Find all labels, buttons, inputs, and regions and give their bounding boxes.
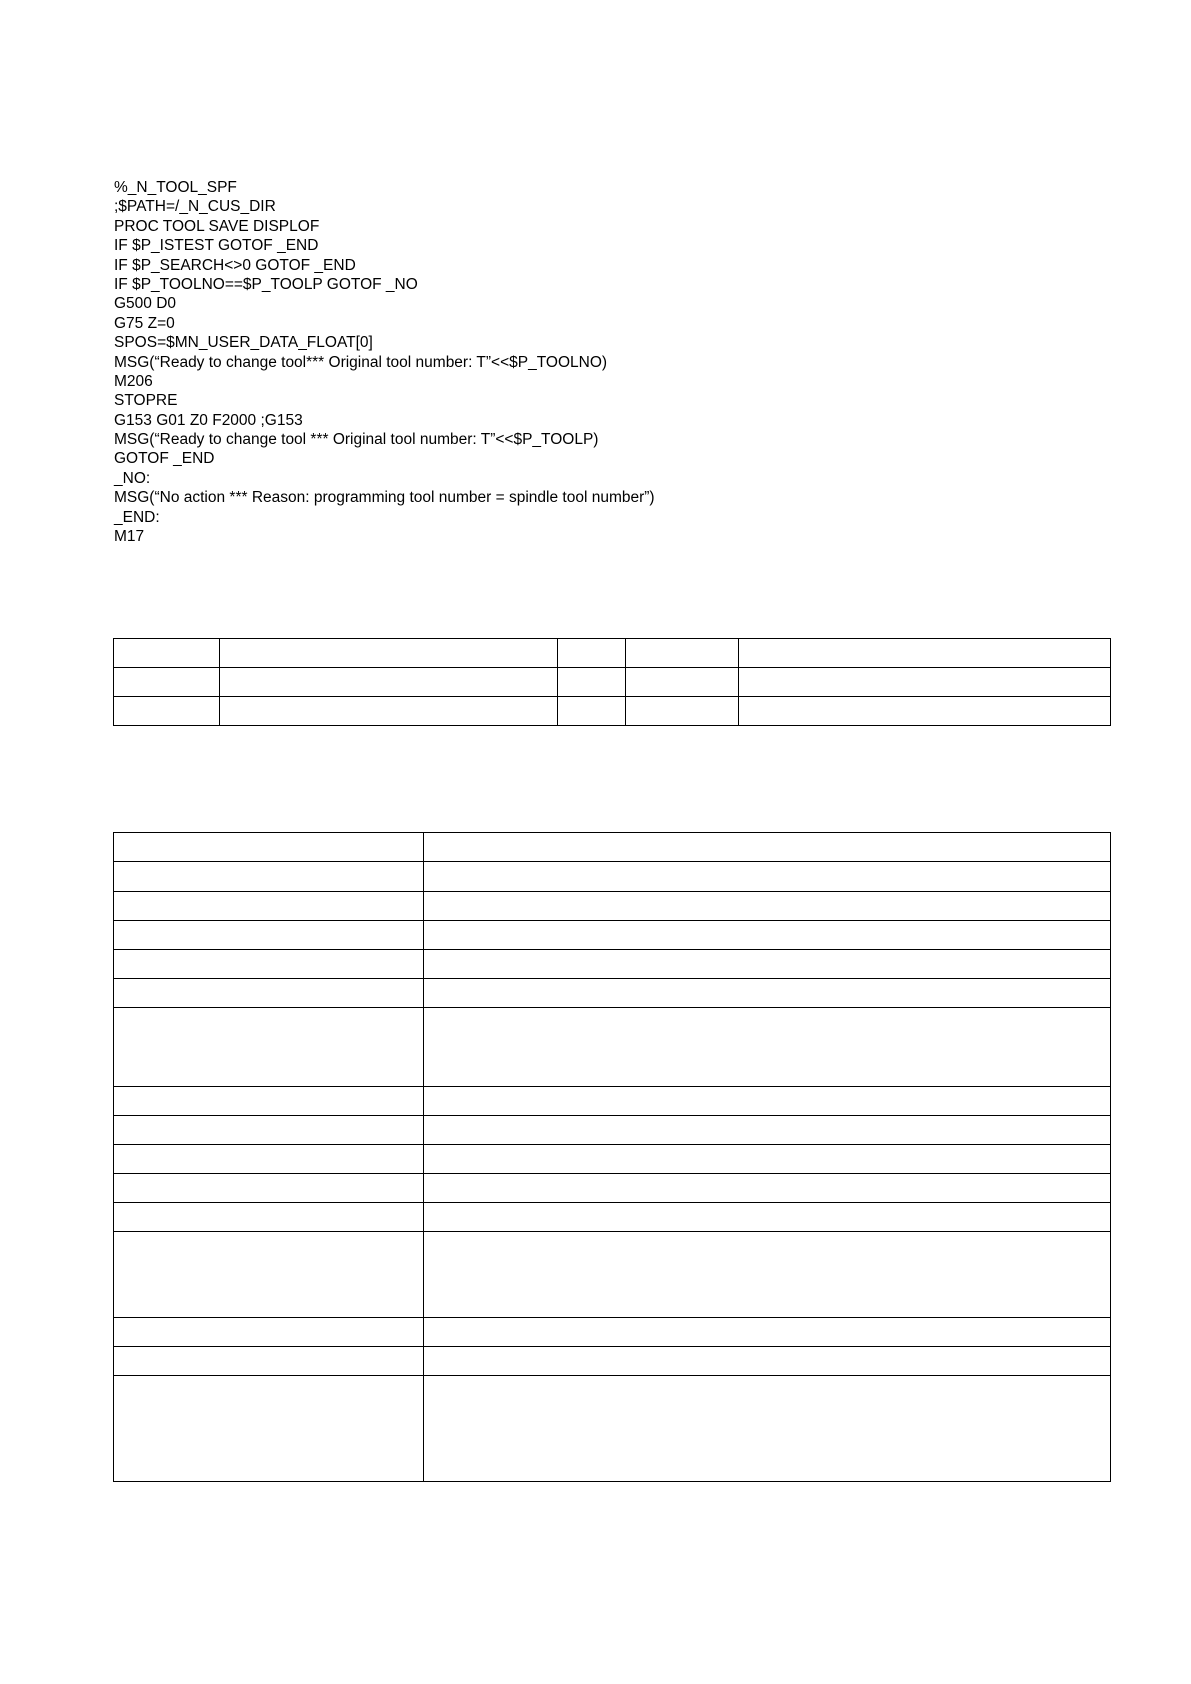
table-cell <box>424 950 1111 979</box>
table-cell <box>114 1116 424 1145</box>
table-cell <box>424 1087 1111 1116</box>
table-cell <box>114 668 220 697</box>
code-line: _END: <box>114 508 160 526</box>
table-cell <box>424 1203 1111 1232</box>
table-cell <box>114 921 424 950</box>
table-row <box>114 1087 1111 1116</box>
table-cell <box>114 1232 424 1318</box>
table-row <box>114 979 1111 1008</box>
code-line: G153 G01 Z0 F2000 ;G153 <box>114 411 303 429</box>
table-row <box>114 668 1111 697</box>
table-cell <box>626 668 739 697</box>
table-cell <box>424 1232 1111 1318</box>
table-cell <box>114 1174 424 1203</box>
table-row <box>114 1116 1111 1145</box>
table-row <box>114 1318 1111 1347</box>
code-line: IF $P_SEARCH<>0 GOTOF _END <box>114 256 356 274</box>
code-line: %_N_TOOL_SPF <box>114 179 237 196</box>
table-cell <box>114 862 424 892</box>
table-cell <box>424 1116 1111 1145</box>
table-cell <box>424 1318 1111 1347</box>
table-cell <box>424 892 1111 921</box>
table-cell <box>114 1203 424 1232</box>
table-cell <box>424 1008 1111 1087</box>
table-cell <box>739 668 1111 697</box>
table-cell <box>114 1087 424 1116</box>
table-cell <box>424 1145 1111 1174</box>
table-cell <box>424 1174 1111 1203</box>
code-line: _NO: <box>114 469 151 487</box>
table-row <box>114 950 1111 979</box>
table-cell <box>424 1347 1111 1376</box>
table-row <box>114 1174 1111 1203</box>
code-line: STOPRE <box>114 392 178 410</box>
code-line: M206 <box>114 372 153 390</box>
table-cell <box>114 697 220 726</box>
table-row <box>114 862 1111 892</box>
table-cell <box>626 639 739 668</box>
code-line: IF $P_ISTEST GOTOF _END <box>114 237 319 255</box>
table-cell <box>558 697 626 726</box>
table-cell <box>558 668 626 697</box>
table-cell <box>114 1347 424 1376</box>
code-line: G500 D0 <box>114 295 177 313</box>
table-cell <box>558 639 626 668</box>
table-cell <box>424 921 1111 950</box>
code-line: MSG(“Ready to change tool*** Original tool number: T”<<$P_TOOLNO) <box>114 353 608 371</box>
table-cell <box>739 697 1111 726</box>
table-cell <box>424 862 1111 892</box>
table-cell <box>220 639 558 668</box>
table-row <box>114 1145 1111 1174</box>
table-row <box>114 892 1111 921</box>
table-cell <box>114 979 424 1008</box>
table-cell <box>114 1376 424 1482</box>
code-line: PROC TOOL SAVE DISPLOF <box>114 217 320 235</box>
code-line: MSG(“No action *** Reason: programming tool number = spindle tool number”) <box>114 489 655 507</box>
table-row <box>114 921 1111 950</box>
table-row <box>114 1376 1111 1482</box>
table-cell <box>739 639 1111 668</box>
empty-table-1 <box>113 638 1111 726</box>
code-line: IF $P_TOOLNO==$P_TOOLP GOTOF _NO <box>114 275 418 293</box>
table-cell <box>424 1376 1111 1482</box>
table-cell <box>114 833 424 862</box>
table-row <box>114 697 1111 726</box>
table-row <box>114 1203 1111 1232</box>
table-row <box>114 1347 1111 1376</box>
code-line: GOTOF _END <box>114 450 215 468</box>
code-line: ;$PATH=/_N_CUS_DIR <box>114 198 276 216</box>
code-line: SPOS=$MN_USER_DATA_FLOAT[0] <box>114 334 373 352</box>
table-cell <box>114 892 424 921</box>
code-line: G75 Z=0 <box>114 314 175 332</box>
table-cell <box>424 979 1111 1008</box>
table-cell <box>220 697 558 726</box>
table-header-row <box>114 833 1111 862</box>
table-cell <box>220 668 558 697</box>
table-cell <box>626 697 739 726</box>
table-cell <box>424 833 1111 862</box>
table-cell <box>114 950 424 979</box>
table-cell <box>114 1318 424 1347</box>
code-line: M17 <box>114 528 145 546</box>
table-row <box>114 1232 1111 1318</box>
table-cell <box>114 639 220 668</box>
code-line: MSG(“Ready to change tool *** Original tool number: T”<<$P_TOOLP) <box>114 431 599 449</box>
table-cell <box>114 1008 424 1087</box>
table-header-row <box>114 639 1111 668</box>
table-row <box>114 1008 1111 1087</box>
program-listing <box>114 178 1014 546</box>
empty-table-2 <box>113 832 1111 1482</box>
table-cell <box>114 1145 424 1174</box>
